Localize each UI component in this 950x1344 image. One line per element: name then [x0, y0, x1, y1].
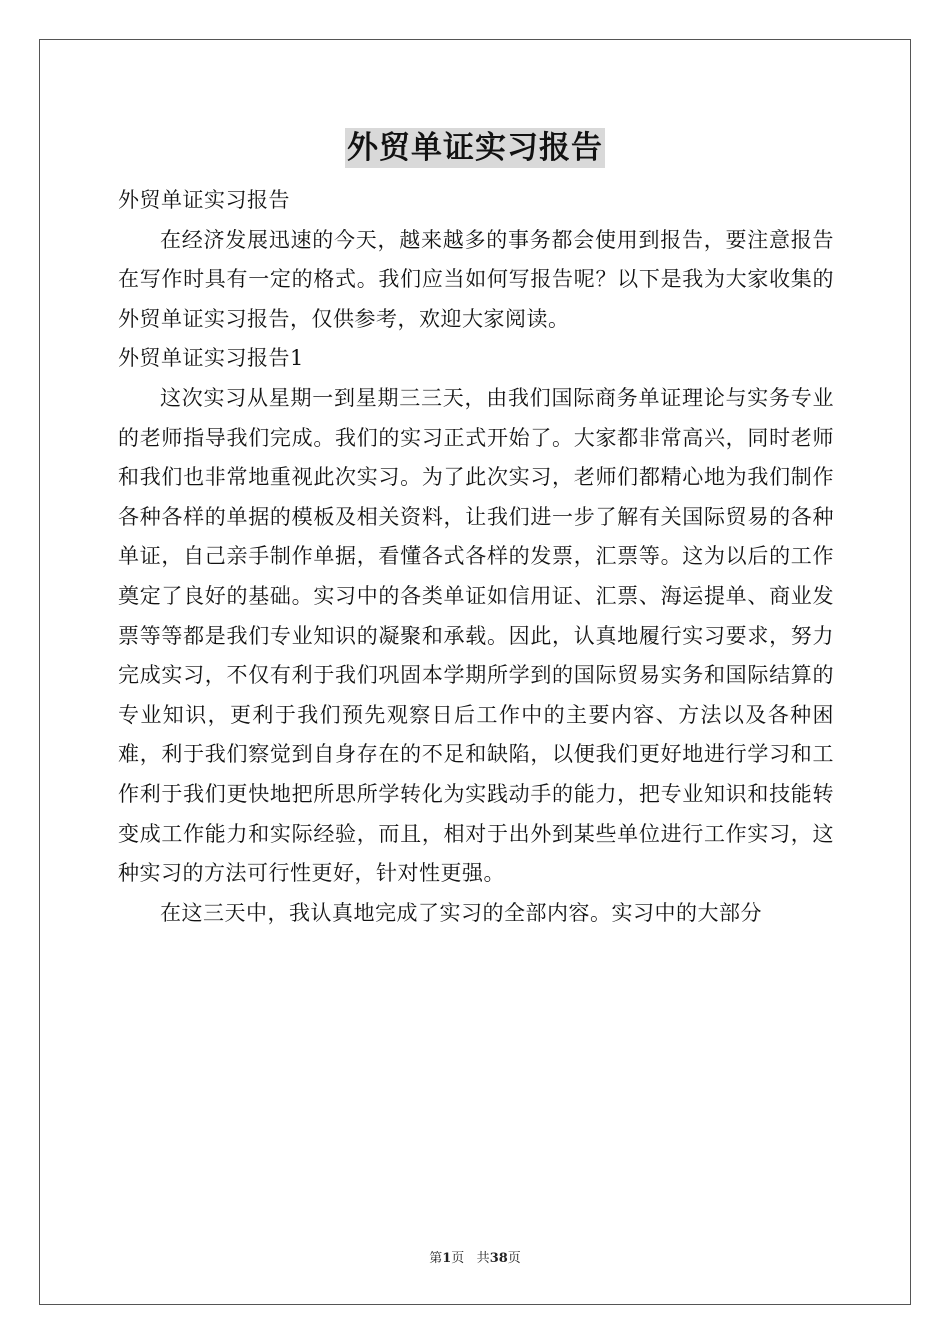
paragraph-subtitle: 外贸单证实习报告 — [118, 188, 290, 212]
paragraph-section-heading: 外贸单证实习报告1 — [118, 346, 304, 371]
total-prefix: 共 — [476, 1251, 490, 1266]
page-prefix: 第 — [429, 1251, 443, 1266]
paragraph-body: 这次实习从星期一到星期三三天，由我们国际商务单证理论与实务专业的老师指导我们完成。我们的实习正式开始了。大家都非常高兴，同时老师和我们也非常地重视此次实习。为了此次实习，老师们都精心地为我们制作各种各样的单据的模板及相关资料，让我们进一步了解有关国际贸易的各种单证，自己亲手制作单据，看懂各式各样的发票，汇票等。这为以后的工作奠定了良好的基础。实习中的各类单证如信用证、汇票、海运提单、商业发票等等都是我们专业知识的凝聚和承载。因此，认真地履行实习要求，努力完成实习，不仅有利于我们巩固本学期所学到的国际贸易实务和国际结算的专业知识，更利于我们预先观察日后工作中的主要内容、方法以及各种困难，利于我们察觉到自身存在的不足和缺陷，以便我们更好地进行学习和工作利于我们更快地把所思所学转化为实践动手的能力，把专业知识和技能转变成工作能力和实际经验，而且，相对于出外到某些单位进行工作实习，这种实习的方法可行性更好，针对性更强。 — [118, 385, 834, 886]
paragraph-body-continued: 在这三天中，我认真地完成了实习的全部内容。实习中的大部分 — [160, 900, 762, 925]
page-suffix: 页 — [451, 1251, 465, 1266]
page-footer — [0, 1247, 950, 1266]
total-suffix: 页 — [507, 1251, 521, 1266]
title-container — [0, 128, 950, 168]
paragraph-intro: 在经济发展迅速的今天，越来越多的事务都会使用到报告，要注意报告在写作时具有一定的格式。我们应当如何写报告呢？以下是我为大家收集的外贸单证实习报告，仅供参考，欢迎大家阅读。 — [118, 227, 834, 331]
page-number: 1 — [442, 1251, 452, 1266]
total-pages: 38 — [489, 1251, 508, 1266]
document-body — [118, 181, 834, 933]
document-title: 外贸单证实习报告 — [347, 130, 603, 166]
